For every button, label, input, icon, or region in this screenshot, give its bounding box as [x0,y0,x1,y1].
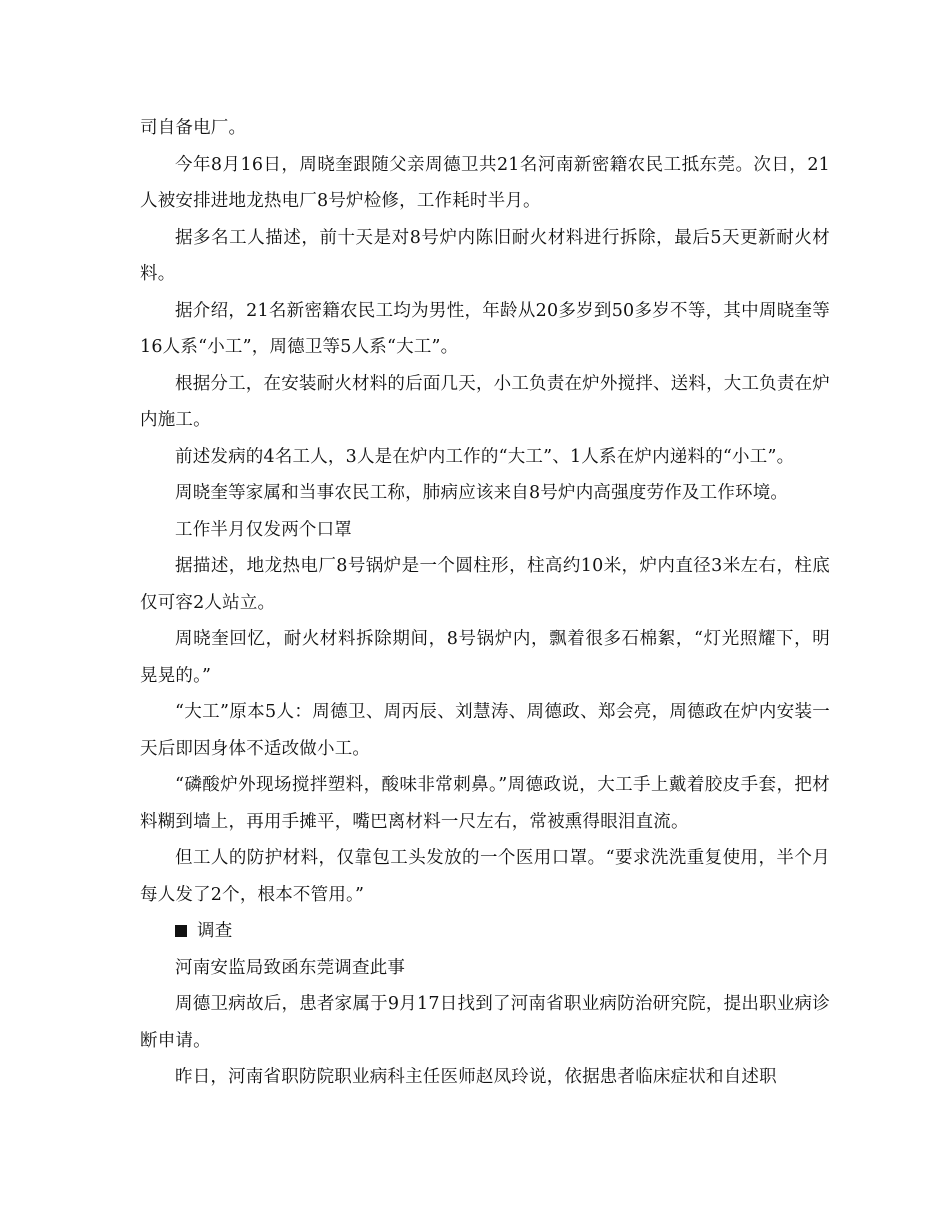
section-heading [140,913,830,950]
paragraph: 据介绍，21名新密籍农民工均为男性，年龄从20多岁到50多岁不等，其中周晓奎等16人系“小工”，周德卫等5人系“大工”。 [140,300,830,357]
paragraph: 根据分工，在安装耐火材料的后面几天，小工负责在炉外搅拌、送料，大工负责在炉内施工。 [140,373,830,430]
paragraph: 但工人的防护材料，仅靠包工头发放的一个医用口罩。“要求洗洗重复使用，半个月每人发了2个，根本不管用。” [140,848,830,905]
paragraph: 周晓奎等家属和当事农民工称，肺病应该来自8号炉内高强度劳作及工作环境。 [175,483,789,503]
section-label: 调查 [197,921,233,941]
paragraph: 昨日，河南省职防院职业病科主任医师赵凤玲说，依据患者临床症状和自述职 [175,1067,777,1087]
square-bullet-icon [175,925,187,937]
paragraph: 司自备电厂。 [140,118,247,138]
subheading: 工作半月仅发两个口罩 [175,519,352,540]
paragraph: 据描述，地龙热电厂8号锅炉是一个圆柱形，柱高约10米，炉内直径3米左右，柱底仅可容2人站立。 [140,556,830,613]
paragraph: 周晓奎回忆，耐火材料拆除期间，8号锅炉内，飘着很多石棉絮，“灯光照耀下，明晃晃的。” [140,629,830,686]
subheading: 河南安监局致函东莞调查此事 [175,957,406,978]
paragraph: “磷酸炉外现场搅拌塑料，酸味非常刺鼻。”周德政说，大工手上戴着胶皮手套，把材料糊到墙上，再用手摊平，嘴巴离材料一尺左右，常被熏得眼泪直流。 [140,775,830,832]
paragraph: 据多名工人描述，前十天是对8号炉内陈旧耐火材料进行拆除，最后5天更新耐火材料。 [140,227,830,284]
paragraph: 今年8月16日，周晓奎跟随父亲周德卫共21名河南新密籍农民工抵东莞。次日，21人被安排进地龙热电厂8号炉检修，工作耗时半月。 [140,154,830,211]
paragraph: 前述发病的4名工人，3人是在炉内工作的“大工”、1人系在炉内递料的“小工”。 [175,446,795,467]
paragraph: 周德卫病故后，患者家属于9月17日找到了河南省职业病防治研究院，提出职业病诊断申请。 [140,994,830,1051]
paragraph: “大工”原本5人：周德卫、周丙辰、刘慧涛、周德政、郑会亮，周德政在炉内安装一天后即因身体不适改做小工。 [140,702,830,759]
document-body [140,110,830,1096]
